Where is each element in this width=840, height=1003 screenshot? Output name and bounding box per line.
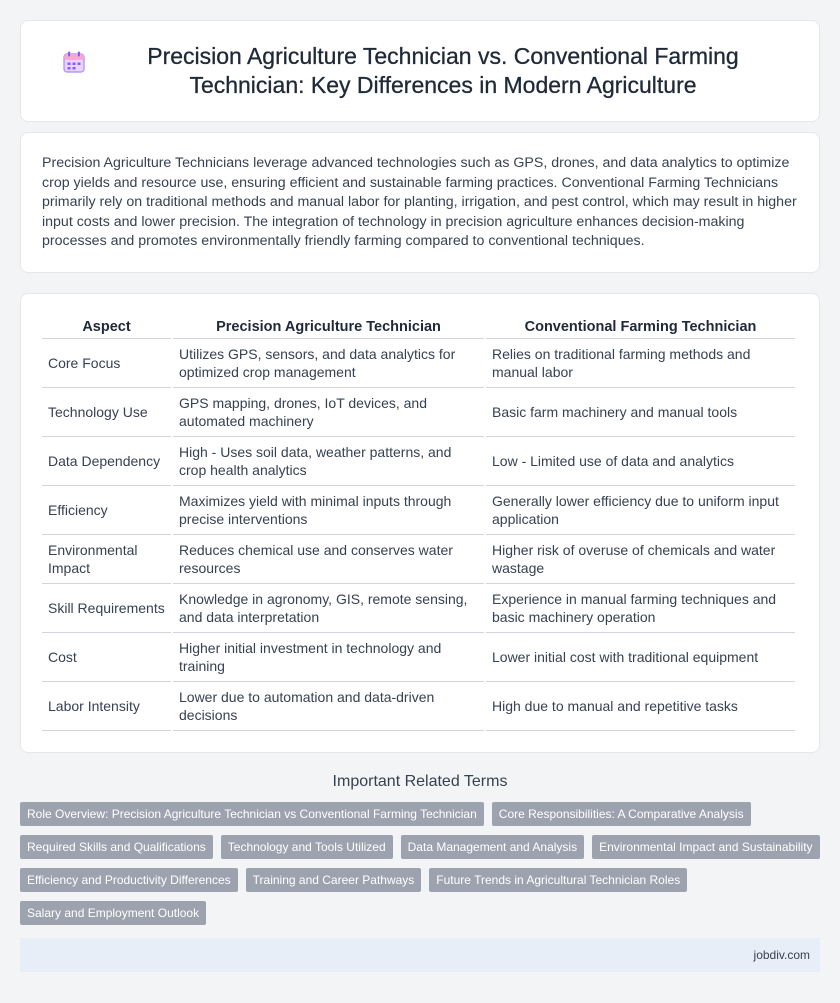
cell-precision: Maximizes yield with minimal inputs through precise interventions <box>173 486 484 535</box>
cell-precision: Higher initial investment in technology and training <box>173 633 484 682</box>
term-tag[interactable]: Required Skills and Qualifications <box>20 835 213 859</box>
cell-conventional: Low - Limited use of data and analytics <box>486 437 795 486</box>
cell-precision: Knowledge in agronomy, GIS, remote sensing, and data interpretation <box>173 584 484 633</box>
related-terms-section <box>0 773 840 925</box>
term-tag[interactable]: Data Management and Analysis <box>401 835 584 859</box>
header-precision: Precision Agriculture Technician <box>173 314 484 339</box>
cell-precision: GPS mapping, drones, IoT devices, and automated machinery <box>173 388 484 437</box>
cell-aspect: Cost <box>42 633 171 682</box>
cell-aspect: Technology Use <box>42 388 171 437</box>
footer-site-link[interactable]: jobdiv.com <box>753 948 810 962</box>
term-tag[interactable]: Efficiency and Productivity Differences <box>20 868 238 892</box>
cell-aspect: Data Dependency <box>42 437 171 486</box>
term-tag[interactable]: Environmental Impact and Sustainability <box>592 835 819 859</box>
page-title: Precision Agriculture Technician vs. Conventional Farming Technician: Key Differences in Modern Agriculture <box>147 43 739 98</box>
comparison-table <box>40 314 797 731</box>
table-row <box>42 584 795 633</box>
term-tag[interactable]: Technology and Tools Utilized <box>221 835 393 859</box>
term-tag[interactable]: Salary and Employment Outlook <box>20 901 206 925</box>
cell-aspect: Skill Requirements <box>42 584 171 633</box>
table-row <box>42 535 795 584</box>
footer <box>20 938 820 972</box>
cell-precision: High - Uses soil data, weather patterns, and crop health analytics <box>173 437 484 486</box>
term-tag[interactable]: Future Trends in Agricultural Technician Roles <box>429 868 687 892</box>
title-wrap <box>61 42 779 100</box>
table-row <box>42 437 795 486</box>
intro-card <box>20 132 820 273</box>
cell-aspect: Efficiency <box>42 486 171 535</box>
cell-conventional: Experience in manual farming techniques and basic machinery operation <box>486 584 795 633</box>
cell-conventional: Relies on traditional farming methods and manual labor <box>486 339 795 388</box>
header-card <box>20 20 820 122</box>
table-header-row <box>42 314 795 339</box>
table-row <box>42 486 795 535</box>
cell-conventional: Lower initial cost with traditional equipment <box>486 633 795 682</box>
table-row <box>42 339 795 388</box>
term-tag[interactable]: Training and Career Pathways <box>246 868 422 892</box>
cell-aspect: Labor Intensity <box>42 682 171 731</box>
term-tag[interactable]: Core Responsibilities: A Comparative Analysis <box>492 802 751 826</box>
table-row <box>42 388 795 437</box>
related-terms-heading: Important Related Terms <box>332 773 508 790</box>
cell-conventional: Generally lower efficiency due to uniform input application <box>486 486 795 535</box>
term-tag[interactable]: Role Overview: Precision Agriculture Technician vs Conventional Farming Technician <box>20 802 484 826</box>
cell-aspect: Core Focus <box>42 339 171 388</box>
cell-precision: Lower due to automation and data-driven decisions <box>173 682 484 731</box>
cell-precision: Utilizes GPS, sensors, and data analytics for optimized crop management <box>173 339 484 388</box>
comparison-card <box>20 293 820 753</box>
table-row <box>42 682 795 731</box>
header-aspect: Aspect <box>42 314 171 339</box>
intro-text: Precision Agriculture Technicians leverage advanced technologies such as GPS, drones, and data analytics to optimize crop yields and resource use, ensuring efficient and sustainable farming practices. Conventional Farming Technicians primarily rely on traditional methods and manual labor for planting, irrigation, and pest control, which may result in higher input costs and lower precision. The integration of technology in precision agriculture enhances decision-making processes and promotes environmentally friendly farming compared to conventional techniques. <box>42 155 797 250</box>
table-row <box>42 633 795 682</box>
cell-conventional: Higher risk of overuse of chemicals and water wastage <box>486 535 795 584</box>
related-terms-list <box>0 802 840 925</box>
cell-conventional: Basic farm machinery and manual tools <box>486 388 795 437</box>
header-conventional: Conventional Farming Technician <box>486 314 795 339</box>
cell-conventional: High due to manual and repetitive tasks <box>486 682 795 731</box>
cell-aspect: Environmental Impact <box>42 535 171 584</box>
calendar-icon <box>61 49 87 75</box>
cell-precision: Reduces chemical use and conserves water resources <box>173 535 484 584</box>
